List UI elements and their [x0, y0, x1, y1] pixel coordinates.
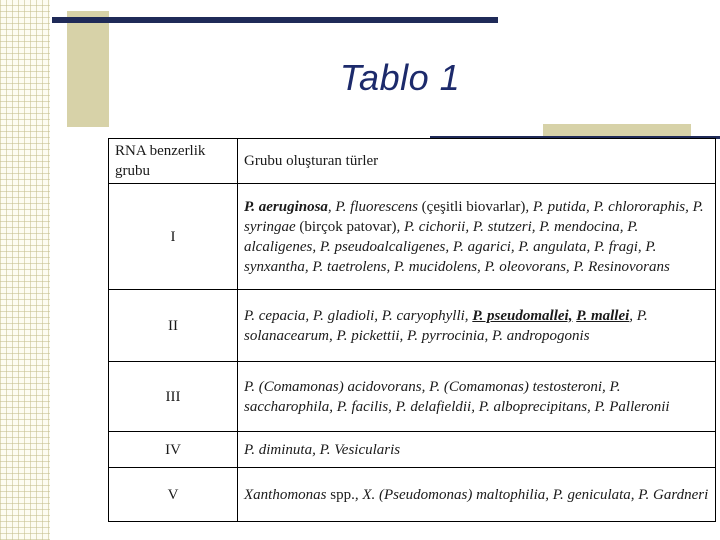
side-grid-pattern — [0, 0, 50, 540]
species-text: P. pseudomallei, — [472, 307, 573, 324]
species-text: P. cepacia, P. gladioli, P. caryophylli, — [244, 307, 473, 324]
species-cell — [238, 468, 716, 522]
table-row — [109, 468, 716, 522]
species-text: P. (Comamonas) acidovorans, P. (Comamonas) testosteroni, P. saccharophila, P. facilis, P. delafieldii, P. alboprecipitans, P. Palleronii — [244, 378, 670, 415]
species-text: Xanthomonas — [244, 486, 331, 503]
table-row — [109, 362, 716, 432]
species-text: P. diminuta, P. Vesicularis — [244, 441, 401, 458]
species-text: , P. fluorescens — [327, 198, 422, 215]
decor-navy-bar-top — [52, 17, 498, 23]
species-cell — [238, 432, 716, 468]
species-text: spp. — [330, 486, 355, 503]
species-text: (birçok patovar) — [299, 218, 397, 235]
species-text: , P. solanacearum, P. pickettii, P. pyrrocinia, P. andropogonis — [244, 307, 648, 344]
group-cell: III — [109, 362, 238, 432]
species-text: P. aeruginosa — [244, 198, 328, 215]
species-text: , P. putida, P. chlororaphis, P. syringae — [244, 198, 704, 235]
table-row — [109, 290, 716, 362]
species-text: (çeşitli biovarlar) — [421, 198, 526, 215]
species-cell — [238, 362, 716, 432]
header-group: RNA benzerlik grubu — [109, 139, 238, 184]
species-text: P. mallei — [576, 307, 630, 324]
species-text: , P. cichorii, P. stutzeri, P. mendocina, P. alcaligenes, P. pseudoalcaligenes, P. agarici, P. angulata, P. fragi, P. synxantha, P. taetrolens, P. mucidolens, P. oleovorans, P. Resinovorans — [244, 218, 670, 275]
group-cell: IV — [109, 432, 238, 468]
table-row — [109, 184, 716, 290]
slide-title: Tablo 1 — [339, 57, 461, 98]
table-header-row — [109, 139, 716, 184]
species-cell — [238, 290, 716, 362]
decor-tan-block-left — [67, 11, 109, 127]
table-row — [109, 432, 716, 468]
species-text: , X. (Pseudomonas) maltophilia, P. geniculata, P. Gardneri — [354, 486, 709, 503]
group-cell: V — [109, 468, 238, 522]
species-cell — [238, 184, 716, 290]
header-species: Grubu oluşturan türler — [238, 139, 716, 184]
group-cell: II — [109, 290, 238, 362]
group-cell: I — [109, 184, 238, 290]
species-table — [108, 138, 716, 522]
